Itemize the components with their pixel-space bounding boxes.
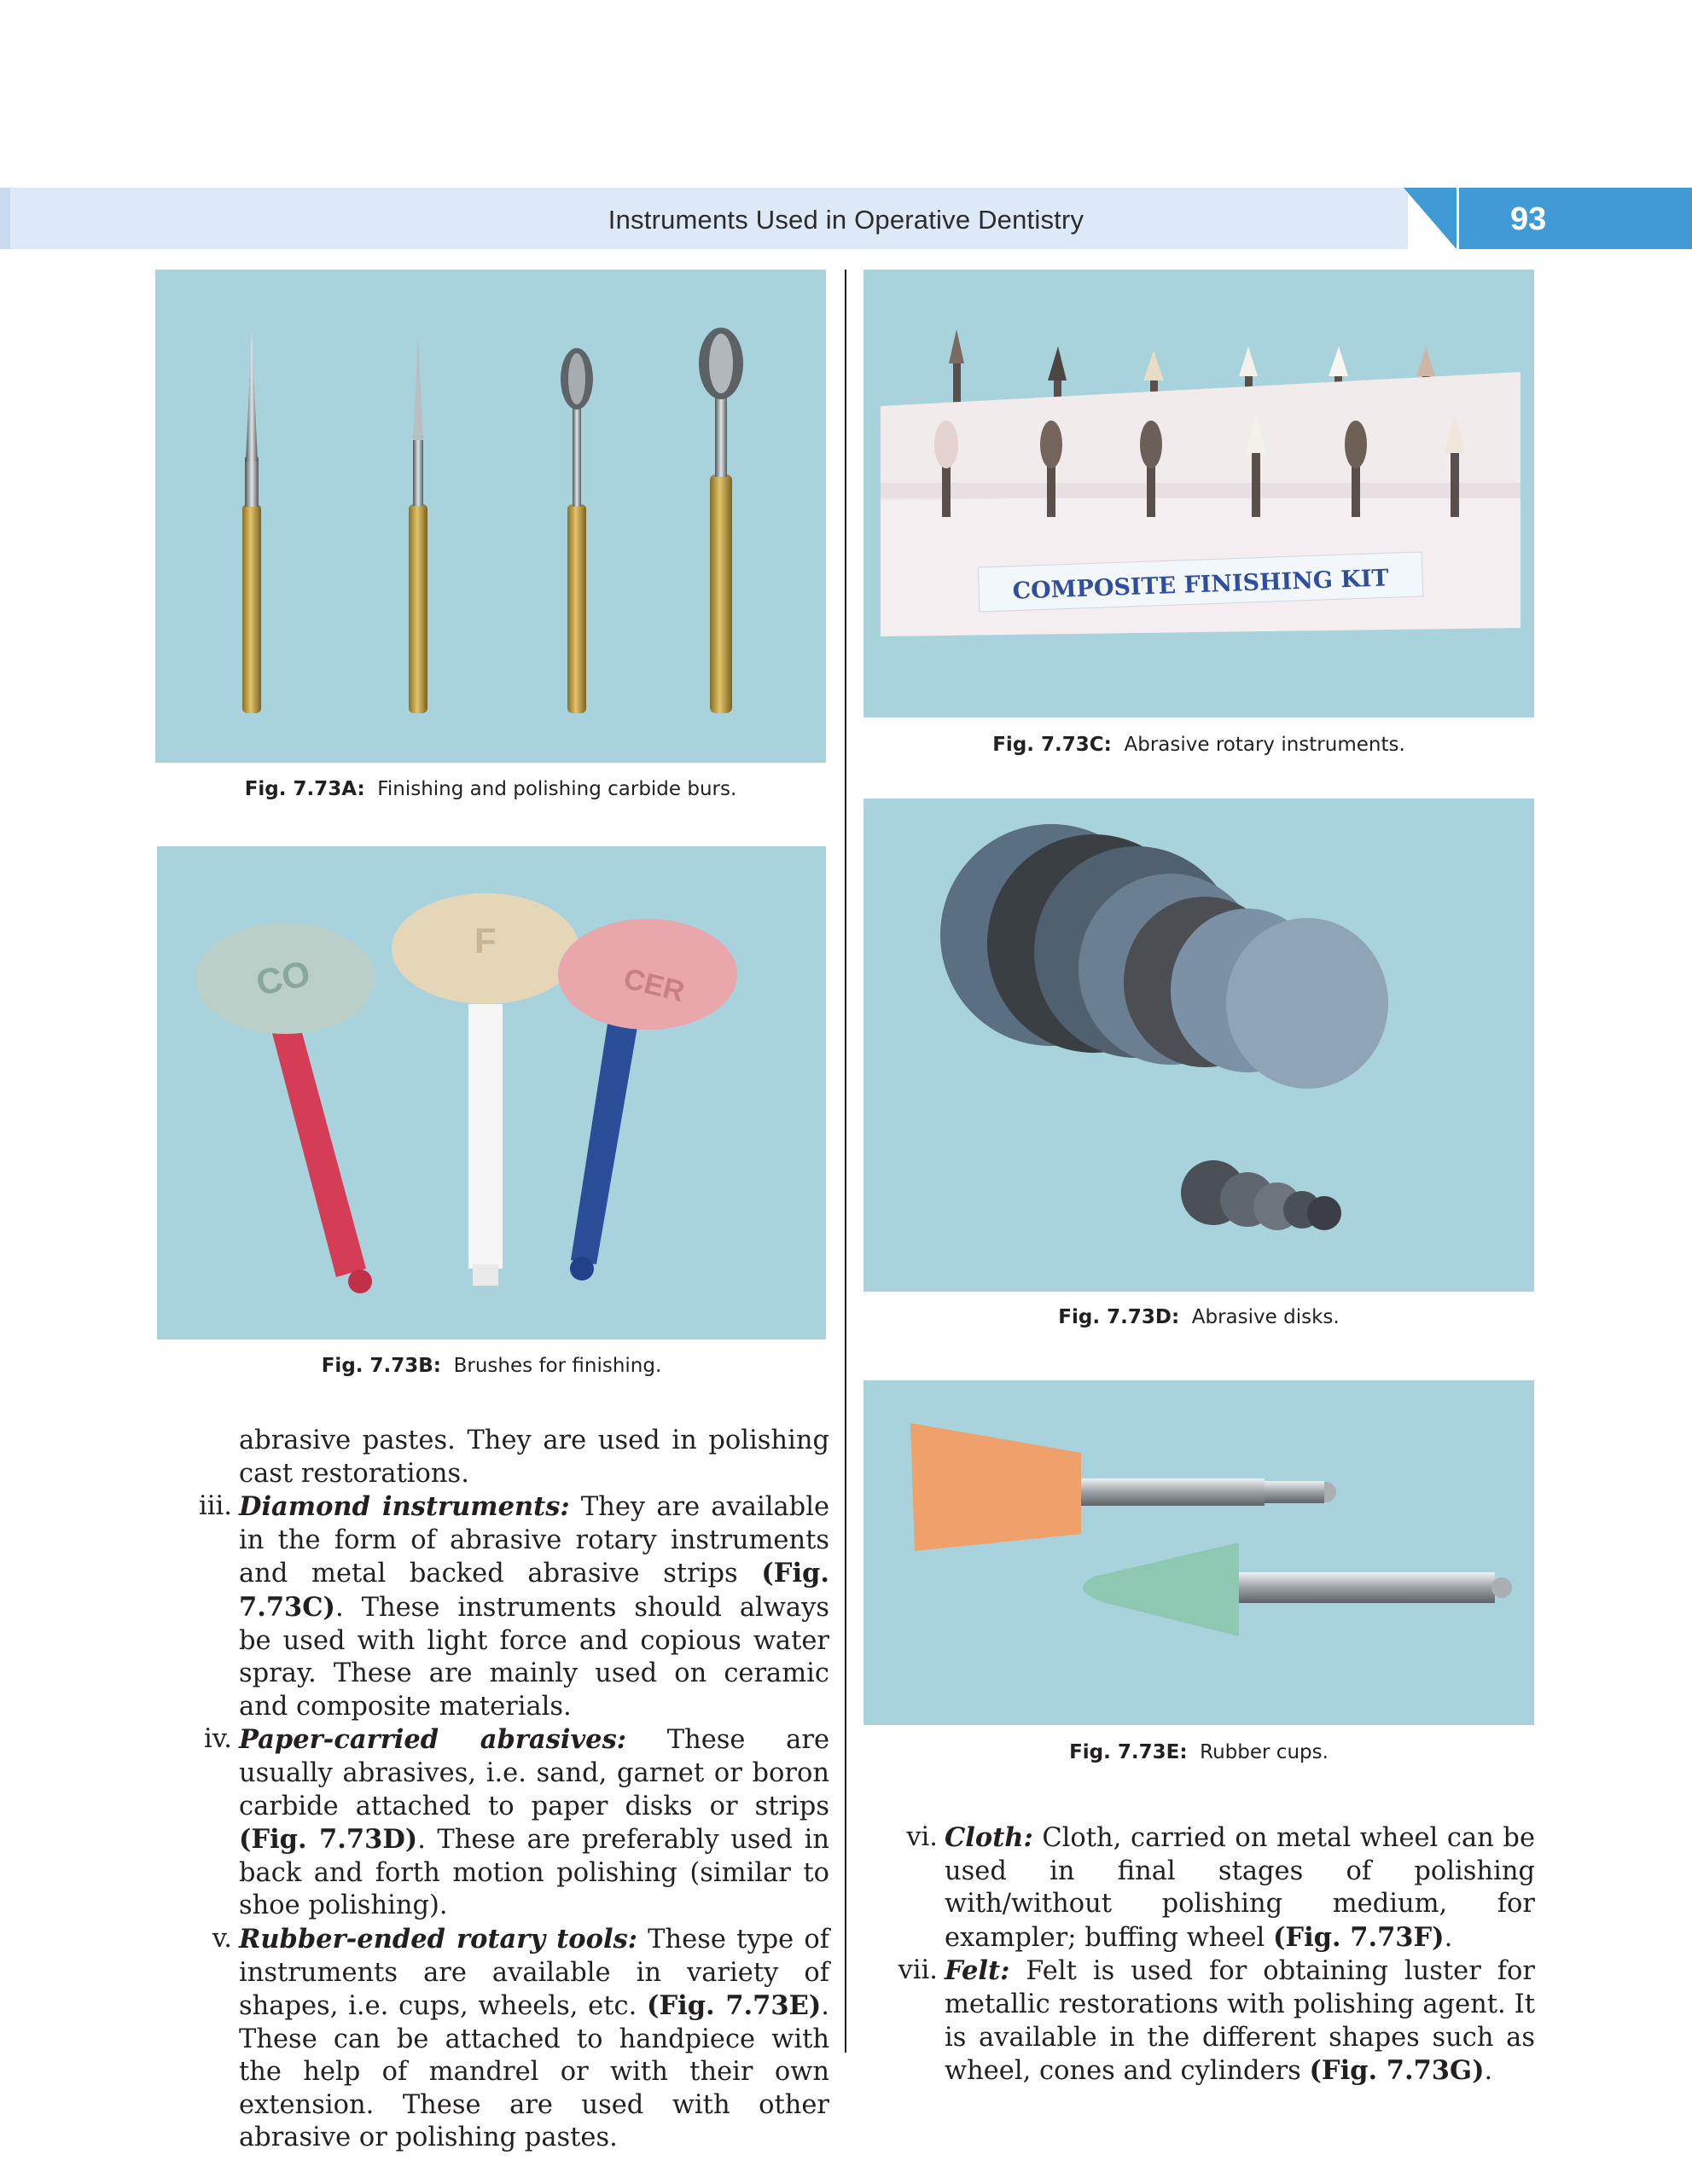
figure-7-73e-caption: Fig. 7.73E: Rubber cups.: [1069, 1741, 1329, 1763]
brush-blue: [558, 919, 737, 1281]
figure-7-73a-image: [155, 270, 826, 763]
kit-label: COMPOSITE FINISHING KIT: [1012, 565, 1390, 605]
brush-label-f: F: [474, 921, 497, 961]
right-column-text: [898, 1821, 1535, 2088]
figure-7-73d-image: [863, 799, 1534, 1292]
page-number: 93: [1459, 188, 1692, 249]
figure-7-73e-image: [863, 1380, 1534, 1725]
bur-1: [242, 329, 261, 713]
brush-label-co: CO: [253, 952, 314, 1003]
list-item-v: v. Rubber-ended rotary tools: These type of instruments are available in variety of shapes, i.e. cups, wheels, etc. (Fig. 7.73E). These can be attached to handpiece with the help of mandrel or with their own extension. These are used with other abrasive or polishing pastes.: [212, 1923, 829, 2153]
figure-7-73d-caption: Fig. 7.73D: Abrasive disks.: [1058, 1306, 1340, 1328]
bur-2: [409, 338, 427, 713]
list-item-iv: iv. Paper-carried abrasives: These are usually abrasives, i.e. sand, garnet or boron carbide attached to paper disks or strips (Fig. 7.73D). These are preferably used in back and forth motion polishing (similar to shoe polishing).: [203, 1724, 829, 1921]
left-column-text: [199, 1425, 829, 2155]
figure-7-73b-caption: Fig. 7.73B: Brushes for finishing.: [321, 1355, 662, 1377]
figure-7-73c-image: [863, 270, 1534, 717]
brush-white: [392, 893, 579, 1286]
list-item-iii: iii. Diamond instruments: They are available in the form of abrasive rotary instruments and metal backed abrasive strips (Fig. 7.73C). These instruments should always be used with light force and copious water spray. These are mainly used on ceramic and composite materials.: [199, 1491, 829, 1722]
list-item-vii: vii. Felt: Felt is used for obtaining luster for metallic restorations with polishing agent. It is available in the different shapes such as wheel, cones and cylinders (Fig. 7.73G).: [898, 1955, 1535, 2087]
bur-3: [561, 348, 593, 713]
figure-7-73c-caption: Fig. 7.73C: Abrasive rotary instruments.: [992, 734, 1405, 756]
rubber-cup-orange: [910, 1423, 1336, 1551]
running-header-title: Instruments Used in Operative Dentistry: [608, 205, 1084, 235]
rubber-cup-green: [1083, 1542, 1512, 1636]
figure-7-73b-image: [157, 846, 826, 1339]
bur-4: [699, 328, 743, 713]
continuation-paragraph: abrasive pastes. They are used in polishing cast restorations.: [239, 1426, 829, 1489]
list-item-vi: vi. Cloth: Cloth, carried on metal wheel can be used in final stages of polishing with/without polishing medium, for exampler; buffing wheel (Fig. 7.73F).: [906, 1822, 1535, 1953]
column-divider: [845, 270, 846, 2053]
brush-red: [195, 923, 375, 1293]
brush-label-cer: CER: [620, 961, 688, 1009]
figure-7-73a-caption: Fig. 7.73A: Finishing and polishing carbide burs.: [244, 778, 737, 800]
header-wedge: [1404, 188, 1457, 249]
